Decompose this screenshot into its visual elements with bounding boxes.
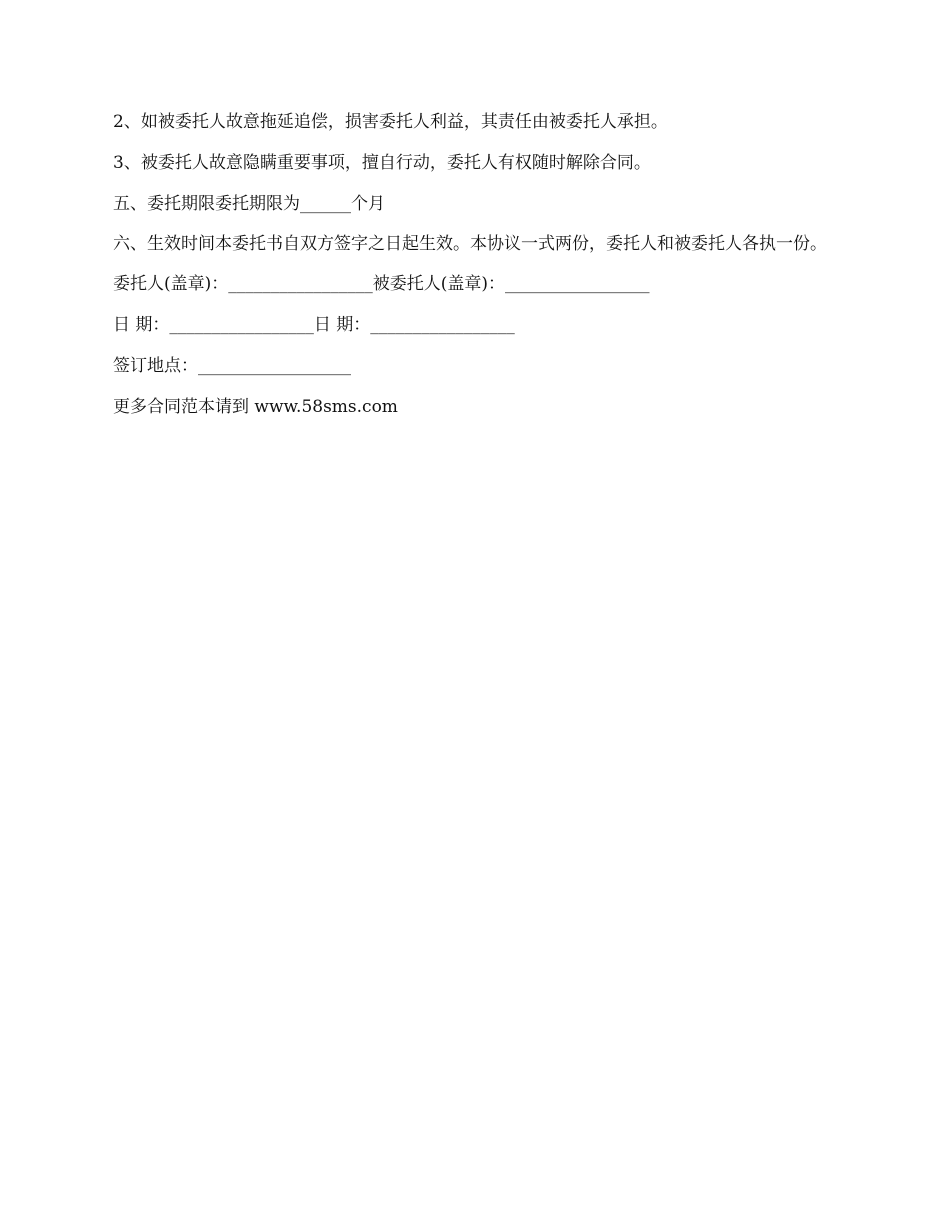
clause-3-concealment-termination: 3、被委托人故意隐瞒重要事项，擅自行动，委托人有权随时解除合同。 [113, 153, 651, 173]
signing-place-line: 签订地点：__________________ [113, 356, 351, 376]
signature-line: 委托人(盖章)：_________________被委托人(盖章)：_________________ [113, 274, 650, 294]
section-5-term: 五、委托期限委托期限为______个月 [113, 194, 385, 214]
footer-note: 更多合同范本请到 www.58sms.com [113, 397, 398, 417]
section-6-effective-date: 六、生效时间本委托书自双方签字之日起生效。本协议一式两份，委托人和被委托人各执一份。 [113, 234, 827, 254]
clause-2-delay-liability: 2、如被委托人故意拖延追偿，损害委托人利益，其责任由被委托人承担。 [113, 112, 668, 132]
date-line: 日 期：_________________日 期：_________________ [113, 315, 515, 335]
document-body [113, 112, 843, 438]
